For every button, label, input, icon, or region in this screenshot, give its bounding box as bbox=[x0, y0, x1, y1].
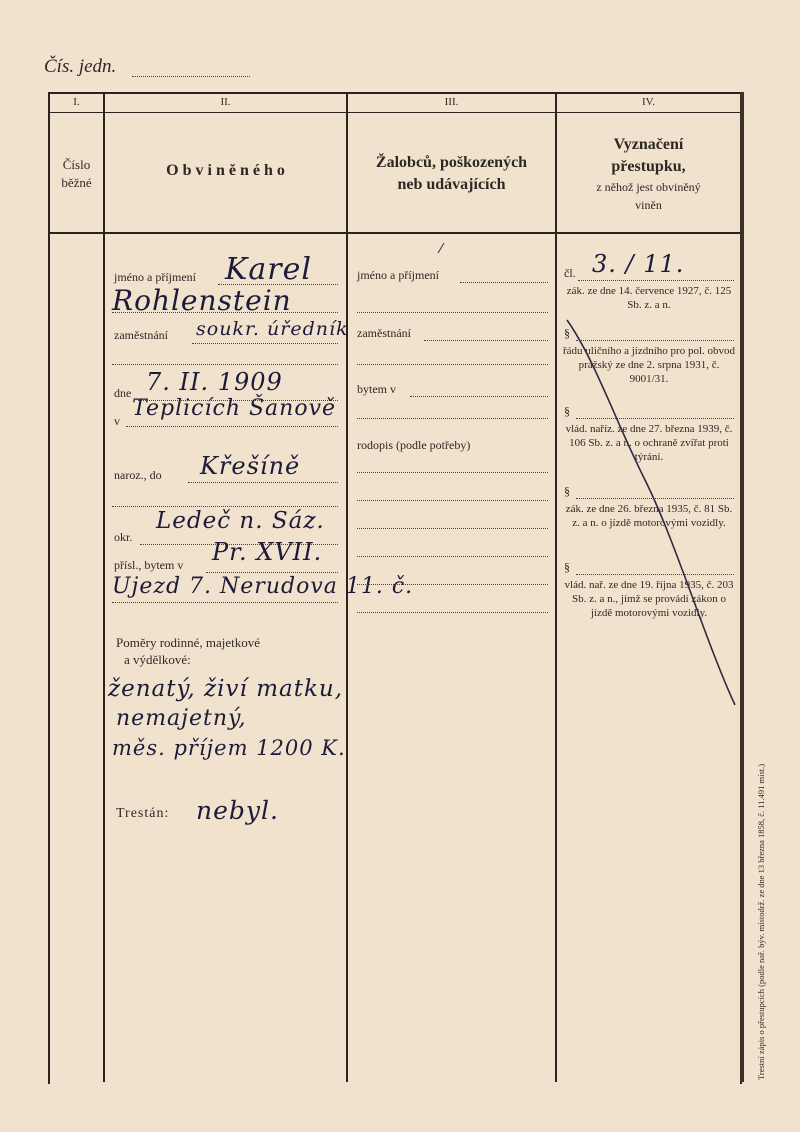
plaintiff-name-line bbox=[460, 282, 548, 283]
accused-date-label: dne bbox=[114, 386, 132, 400]
col2-title: O b v i n ě n é h o bbox=[166, 162, 285, 179]
accused-family-label-line2: a výdělkové: bbox=[124, 652, 191, 667]
col3-number: III. bbox=[444, 96, 459, 108]
accused-birth-line bbox=[188, 482, 338, 483]
plaintiff-bio-label: rodopis (podle potřeby) bbox=[357, 438, 471, 452]
col4-title-line2: přestupku, bbox=[611, 158, 686, 175]
accused-address-value: Ujezd 7. Nerudova 11. č. bbox=[112, 574, 414, 599]
col1-title bbox=[50, 156, 103, 192]
offense-cl-label: čl. bbox=[564, 266, 576, 280]
offense-law-2: řádu uličního a jízdního pro pol. obvod pražský ze dne 2. srpna 1931, č. 9001/31. bbox=[563, 345, 735, 385]
col1-number: I. bbox=[73, 96, 80, 108]
col4-title-line1: Vyznačení bbox=[613, 136, 684, 153]
accused-occupation-label: zaměstnání bbox=[114, 328, 168, 342]
plaintiff-occupation-label: zaměstnání bbox=[357, 326, 411, 340]
accused-address-line bbox=[112, 602, 338, 603]
accused-occupation-line bbox=[192, 343, 338, 344]
col4-title bbox=[557, 134, 740, 214]
plaintiff-residence-line-2 bbox=[357, 418, 548, 419]
reference-number-line bbox=[132, 76, 250, 77]
accused-family-label-line1: Poměry rodinné, majetkové bbox=[116, 635, 261, 650]
strike-through-mark bbox=[555, 300, 745, 720]
plaintiff-bio-line-2 bbox=[357, 500, 548, 501]
plaintiff-bio-line-6 bbox=[357, 612, 548, 613]
plaintiff-bio-line-5 bbox=[357, 584, 548, 585]
col1-title-line2: běžné bbox=[61, 175, 92, 190]
accused-name-value-2: Rohlenstein bbox=[112, 284, 292, 317]
plaintiff-bio-line-1 bbox=[357, 472, 548, 473]
offense-section-4: § bbox=[564, 484, 570, 498]
plaintiff-bio-line-4 bbox=[357, 556, 548, 557]
roman-row-divider bbox=[48, 112, 740, 113]
col4-title-line4: viněn bbox=[635, 198, 662, 212]
accused-residence-label: přísl., bytem v bbox=[114, 558, 184, 572]
plaintiff-bio-line-3 bbox=[357, 528, 548, 529]
accused-name-line-2 bbox=[112, 312, 338, 313]
plaintiff-occupation-line-2 bbox=[357, 364, 548, 365]
col4-number: IV. bbox=[642, 96, 655, 108]
side-note: Trestní zápis o přestupcích (podle nař. býv. místodrž. ze dne 13 března 1858, č. 11.491 míst.) bbox=[756, 763, 766, 1080]
accused-family-label bbox=[116, 634, 260, 668]
offense-law-4: zák. ze dne 26. března 1935, č. 81 Sb. z. a n. o jízdě motorovými vozidly. bbox=[565, 503, 733, 529]
offense-section-5: § bbox=[564, 560, 570, 574]
plaintiff-residence-line bbox=[410, 396, 548, 397]
accused-family-value-1: ženatý, živí matku, bbox=[108, 676, 344, 702]
plaintiff-name-line-2 bbox=[357, 312, 548, 313]
col3-title-line2: neb udávajících bbox=[397, 176, 506, 193]
accused-residence-line bbox=[206, 572, 338, 573]
accused-district-value: Ledeč n. Sáz. bbox=[156, 508, 325, 534]
accused-district-label: okr. bbox=[114, 530, 133, 544]
accused-occupation-value: soukr. úředník bbox=[196, 318, 349, 340]
offense-law-3: vlád. naříz. ze dne 27. března 1939, č. 106 Sb. z. a n. o ochraně zvířat proti týrání. bbox=[565, 423, 733, 463]
col3-title bbox=[348, 152, 555, 196]
offense-section-2: § bbox=[564, 326, 570, 340]
offense-law-1: zák. ze dne 14. července 1927, č. 125 Sb. z. a n. bbox=[566, 285, 732, 311]
header-row-divider bbox=[48, 232, 740, 234]
col4-title-line3: z něhož jest obviněný bbox=[596, 180, 701, 194]
accused-place-prefix: v bbox=[114, 414, 120, 428]
offense-cl-line bbox=[578, 280, 734, 281]
offense-cl-value: 3. / 11. bbox=[592, 250, 685, 278]
accused-residence-value: Pr. XVII. bbox=[212, 538, 323, 566]
accused-family-value-2: nemajetný, bbox=[116, 706, 247, 731]
col-divider-1 bbox=[103, 92, 105, 1082]
plaintiff-name-label: jméno a příjmení bbox=[357, 268, 439, 282]
reference-number-label: Čís. jedn. bbox=[44, 56, 117, 77]
accused-punished-label: Trestán: bbox=[116, 806, 170, 821]
col2-number: II. bbox=[220, 96, 231, 108]
accused-birth-label: naroz., do bbox=[114, 468, 162, 482]
plaintiff-residence-label: bytem v bbox=[357, 382, 396, 396]
accused-family-value-3: měs. příjem 1200 K. bbox=[112, 736, 346, 760]
plaintiff-occupation-line bbox=[424, 340, 548, 341]
accused-place-value: Teplicích Šanově bbox=[132, 396, 337, 421]
accused-birth-line-2 bbox=[112, 506, 338, 507]
accused-place-line bbox=[126, 426, 338, 427]
accused-birth-value: Křešíně bbox=[200, 452, 301, 480]
offense-section-3: § bbox=[564, 404, 570, 418]
col1-title-line1: Číslo bbox=[62, 157, 91, 172]
accused-name-value-1: Karel bbox=[225, 252, 312, 287]
accused-name-label: jméno a příjmení bbox=[114, 270, 196, 284]
pencil-mark bbox=[436, 242, 446, 254]
accused-punished-value: nebyl. bbox=[196, 796, 279, 825]
offense-law-5: vlád. nař. ze dne 19. října 1935, č. 203 Sb. z. a n., jímž se provádí zákon o jízdě motorovými vozidly. bbox=[564, 579, 734, 619]
col3-title-line1: Žalobců, poškozených bbox=[375, 154, 528, 171]
accused-occupation-line-2 bbox=[112, 364, 338, 365]
accused-date-value: 7. II. 1909 bbox=[146, 368, 283, 396]
